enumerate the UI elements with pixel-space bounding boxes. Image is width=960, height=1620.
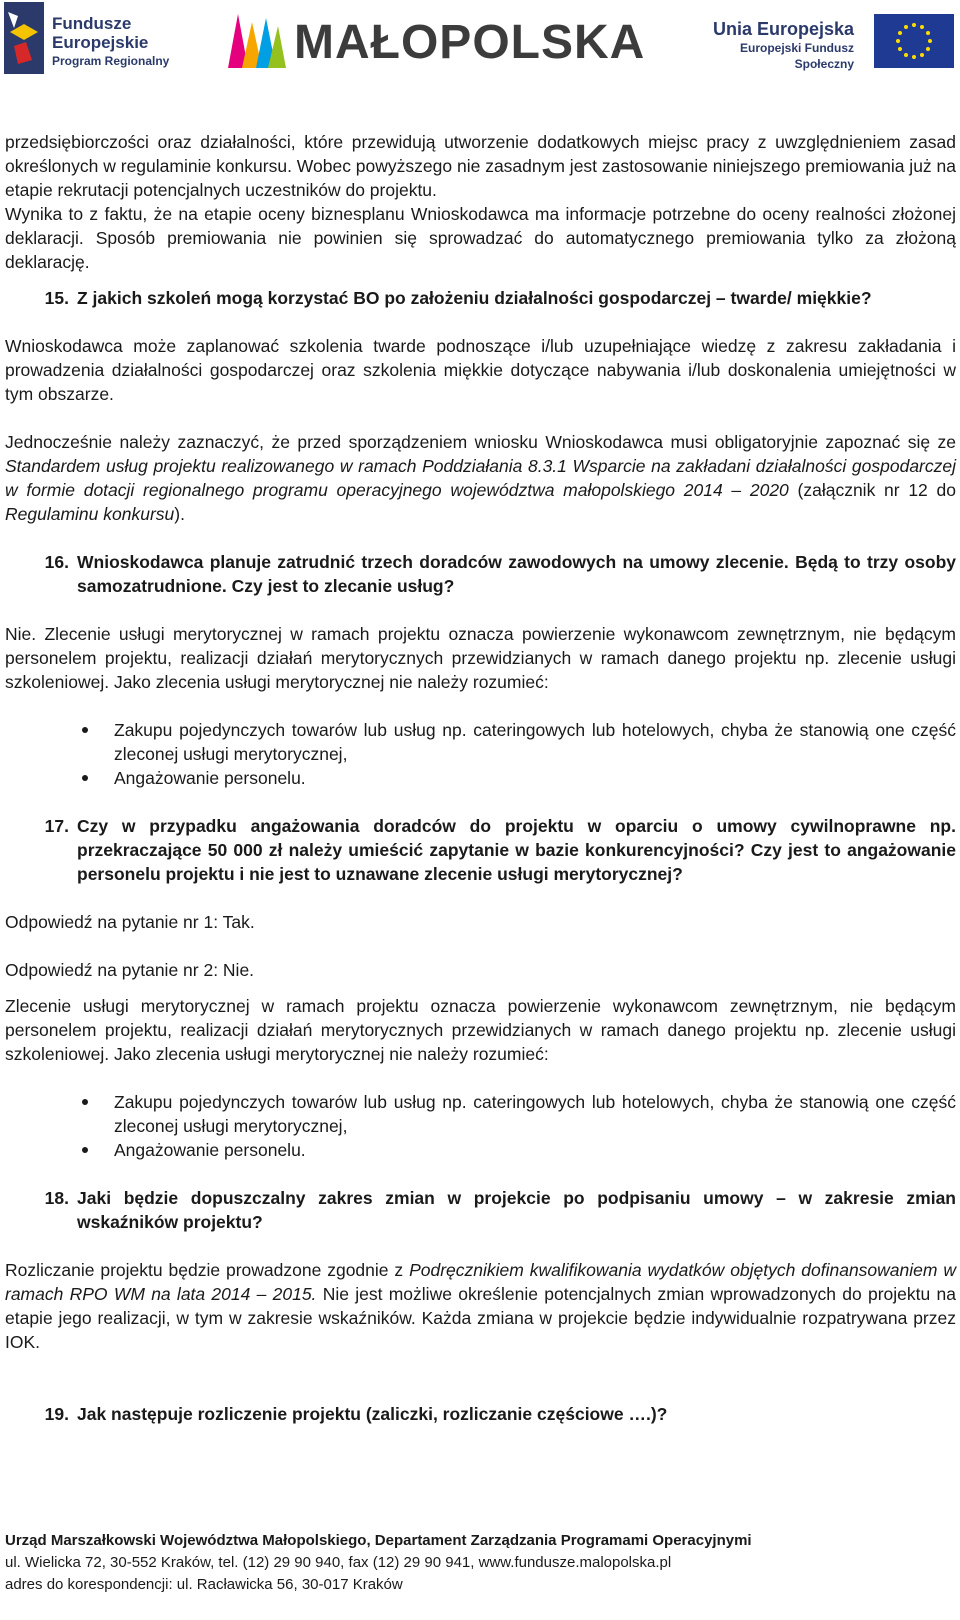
fe-logo-line2: Europejskie — [52, 33, 149, 52]
answer-paragraph: Rozliczanie projektu będzie prowadzone zgodnie z Podręcznikiem kwalifikowania wydatków objętych dofinansowaniem w ramach RPO WM na lata 2014 – 2015. Nie jest możliwe określenie potencjalnych zmian wprowadzonych do projektu na etapie jego realizacji, w tym w zakresie wskaźników. Każda zmiana w projekcie będzie indywidualnie rozpatrywana przez IOK. — [5, 1260, 956, 1352]
paragraph: Wynika to z faktu, że na etapie oceny biznesplanu Wnioskodawca ma informacje potrzebne do oceny realności złożonej deklaracji. Sposób premiowania nie powinien się sprowadzać do automatycznego premiowania tylko za złożoną deklarację. — [5, 204, 956, 272]
list-item: Angażowanie personelu. — [5, 1138, 956, 1162]
standard-reference: Standardem usług projektu realizowanego w ramach Poddziałania 8.3.1 Wsparcie na zakładani działalności gospodarczej w formie dotacji regionalnego programu operacyjnego województwa małopolskiego 2014 – 2020 — [5, 456, 956, 500]
question-number: 19. — [44, 1404, 69, 1424]
page-footer — [5, 1530, 956, 1596]
bullet-list — [5, 1090, 956, 1162]
question-number: 15. — [44, 288, 69, 308]
question-16 — [5, 550, 956, 598]
podrecznik-reference: Podręcznikiem kwalifikowania wydatków objętych dofinansowaniem w ramach RPO WM na lata 2014 – 2015. — [5, 1260, 956, 1304]
eu-flag-icon — [874, 14, 954, 68]
question-text: Jaki będzie dopuszczalny zakres zmian w projekcie po podpisaniu umowy – w zakresie zmian wskaźników projektu? — [77, 1188, 956, 1232]
question-text: Jak następuje rozliczenie projektu (zaliczki, rozliczanie częściowe ….)? — [77, 1404, 668, 1424]
footer-correspondence: adres do korespondencji: ul. Racławicka 56, 30-017 Kraków — [5, 1576, 403, 1593]
answer-paragraph: Odpowiedź na pytanie nr 1: Tak. — [5, 912, 255, 932]
question-15 — [5, 286, 956, 310]
answer-paragraph: Nie. Zlecenie usługi merytorycznej w ramach projektu oznacza powierzenie wykonawcom zewnętrznym, nie będącym personelem projektu, realizacji działań merytorycznych przewidzianych w ramach danego projektu np. zlecenie usługi szkoleniowej. Jako zlecenia usługi merytorycznej nie należy rozumieć: — [5, 624, 956, 692]
question-18 — [5, 1186, 956, 1234]
question-number: 17. — [44, 816, 69, 836]
answer-paragraph: Wnioskodawca może zaplanować szkolenia twarde podnoszące i/lub uzupełniające wiedzę z zakresu zakładania i prowadzenia działalności gospodarczej oraz szkolenia miękkie dotyczące nabywania i/lub doskonalenia umiejętności w tym obszarze. — [5, 336, 956, 404]
answer-paragraph: Odpowiedź na pytanie nr 2: Nie. — [5, 960, 255, 980]
answer-paragraph: Zlecenie usługi merytorycznej w ramach projektu oznacza powierzenie wykonawcom zewnętrznym, nie będącym personelem projektu, realizacji działań merytorycznych przewidzianych w ramach danego projektu np. zlecenie usługi szkoleniowej. Jako zlecenia usługi merytorycznej nie należy rozumieć: — [5, 996, 956, 1064]
malopolska-logo — [228, 10, 646, 70]
ue-logo-line2: Europejski Fundusz Społeczny — [739, 41, 854, 71]
fe-logo-line3: Program Regionalny — [52, 54, 170, 68]
answer-paragraph: Jednocześnie należy zaznaczyć, że przed sporządzeniem wniosku Wnioskodawca musi obligatoryjnie zapoznać się ze Standardem usług projektu realizowanego w ramach Poddziałania 8.3.1 Wsparcie na zakładani działalności gospodarczej w formie dotacji regionalnego programu operacyjnego województwa małopolskiego 2014 – 2020 (załącznik nr 12 do Regulaminu konkursu). — [5, 432, 956, 524]
paragraph: przedsiębiorczości oraz działalności, które przewidują utworzenie dodatkowych miejsc pracy z uwzględnieniem zasad określonych w regulaminie konkursu. Wobec powyższego nie zasadnym jest zastosowanie niniejszego premiowania już na etapie rekrutacji potencjalnych uczestników do projektu. — [5, 132, 956, 200]
fe-logo-line1: Fundusze — [52, 14, 132, 33]
question-text: Z jakich szkoleń mogą korzystać BO po założeniu działalności gospodarczej – twarde/ miękkie? — [77, 288, 872, 308]
footer-address: ul. Wielicka 72, 30-552 Kraków, tel. (12) 29 90 940, fax (12) 29 90 941, www.fundusze.malopolska.pl — [5, 1554, 672, 1571]
bullet-list — [5, 718, 956, 790]
question-text: Czy w przypadku angażowania doradców do projektu w oparciu o umowy cywilnoprawne np. przekraczające 50 000 zł należy umieścić zapytanie w bazie konkurencyjności? Czy jest to angażowanie personelu projektu i nie jest to uznawane zlecenie usługi merytorycznej? — [77, 816, 956, 884]
fundusze-europejskie-logo — [4, 2, 184, 76]
malopolska-logo-text: MAŁOPOLSKA — [294, 16, 646, 69]
malopolska-m-icon — [228, 14, 286, 68]
question-19 — [5, 1402, 956, 1426]
page-header — [0, 0, 960, 80]
footer-institution: Urząd Marszałkowski Województwa Małopolskiego, Departament Zarządzania Programami Operacyjnymi — [5, 1532, 752, 1549]
list-item: Angażowanie personelu. — [5, 766, 956, 790]
document-body — [5, 130, 956, 1426]
question-17 — [5, 814, 956, 886]
question-number: 16. — [44, 552, 69, 572]
question-number: 18. — [44, 1188, 69, 1208]
fe-star-icon — [4, 2, 44, 74]
regulamin-reference: Regulaminu konkursu — [5, 504, 175, 524]
list-item: Zakupu pojedynczych towarów lub usług np. cateringowych lub hotelowych, chyba że stanowią one część zleconej usługi merytorycznej, — [5, 1090, 956, 1138]
unia-europejska-logo — [684, 14, 954, 72]
question-text: Wnioskodawca planuje zatrudnić trzech doradców zawodowych na umowy zlecenie. Będą to trzy osoby samozatrudnione. Czy jest to zlecanie usług? — [77, 552, 956, 596]
ue-logo-line1: Unia Europejska — [712, 19, 854, 39]
list-item: Zakupu pojedynczych towarów lub usług np. cateringowych lub hotelowych, chyba że stanowią one część zleconej usługi merytorycznej, — [5, 718, 956, 766]
